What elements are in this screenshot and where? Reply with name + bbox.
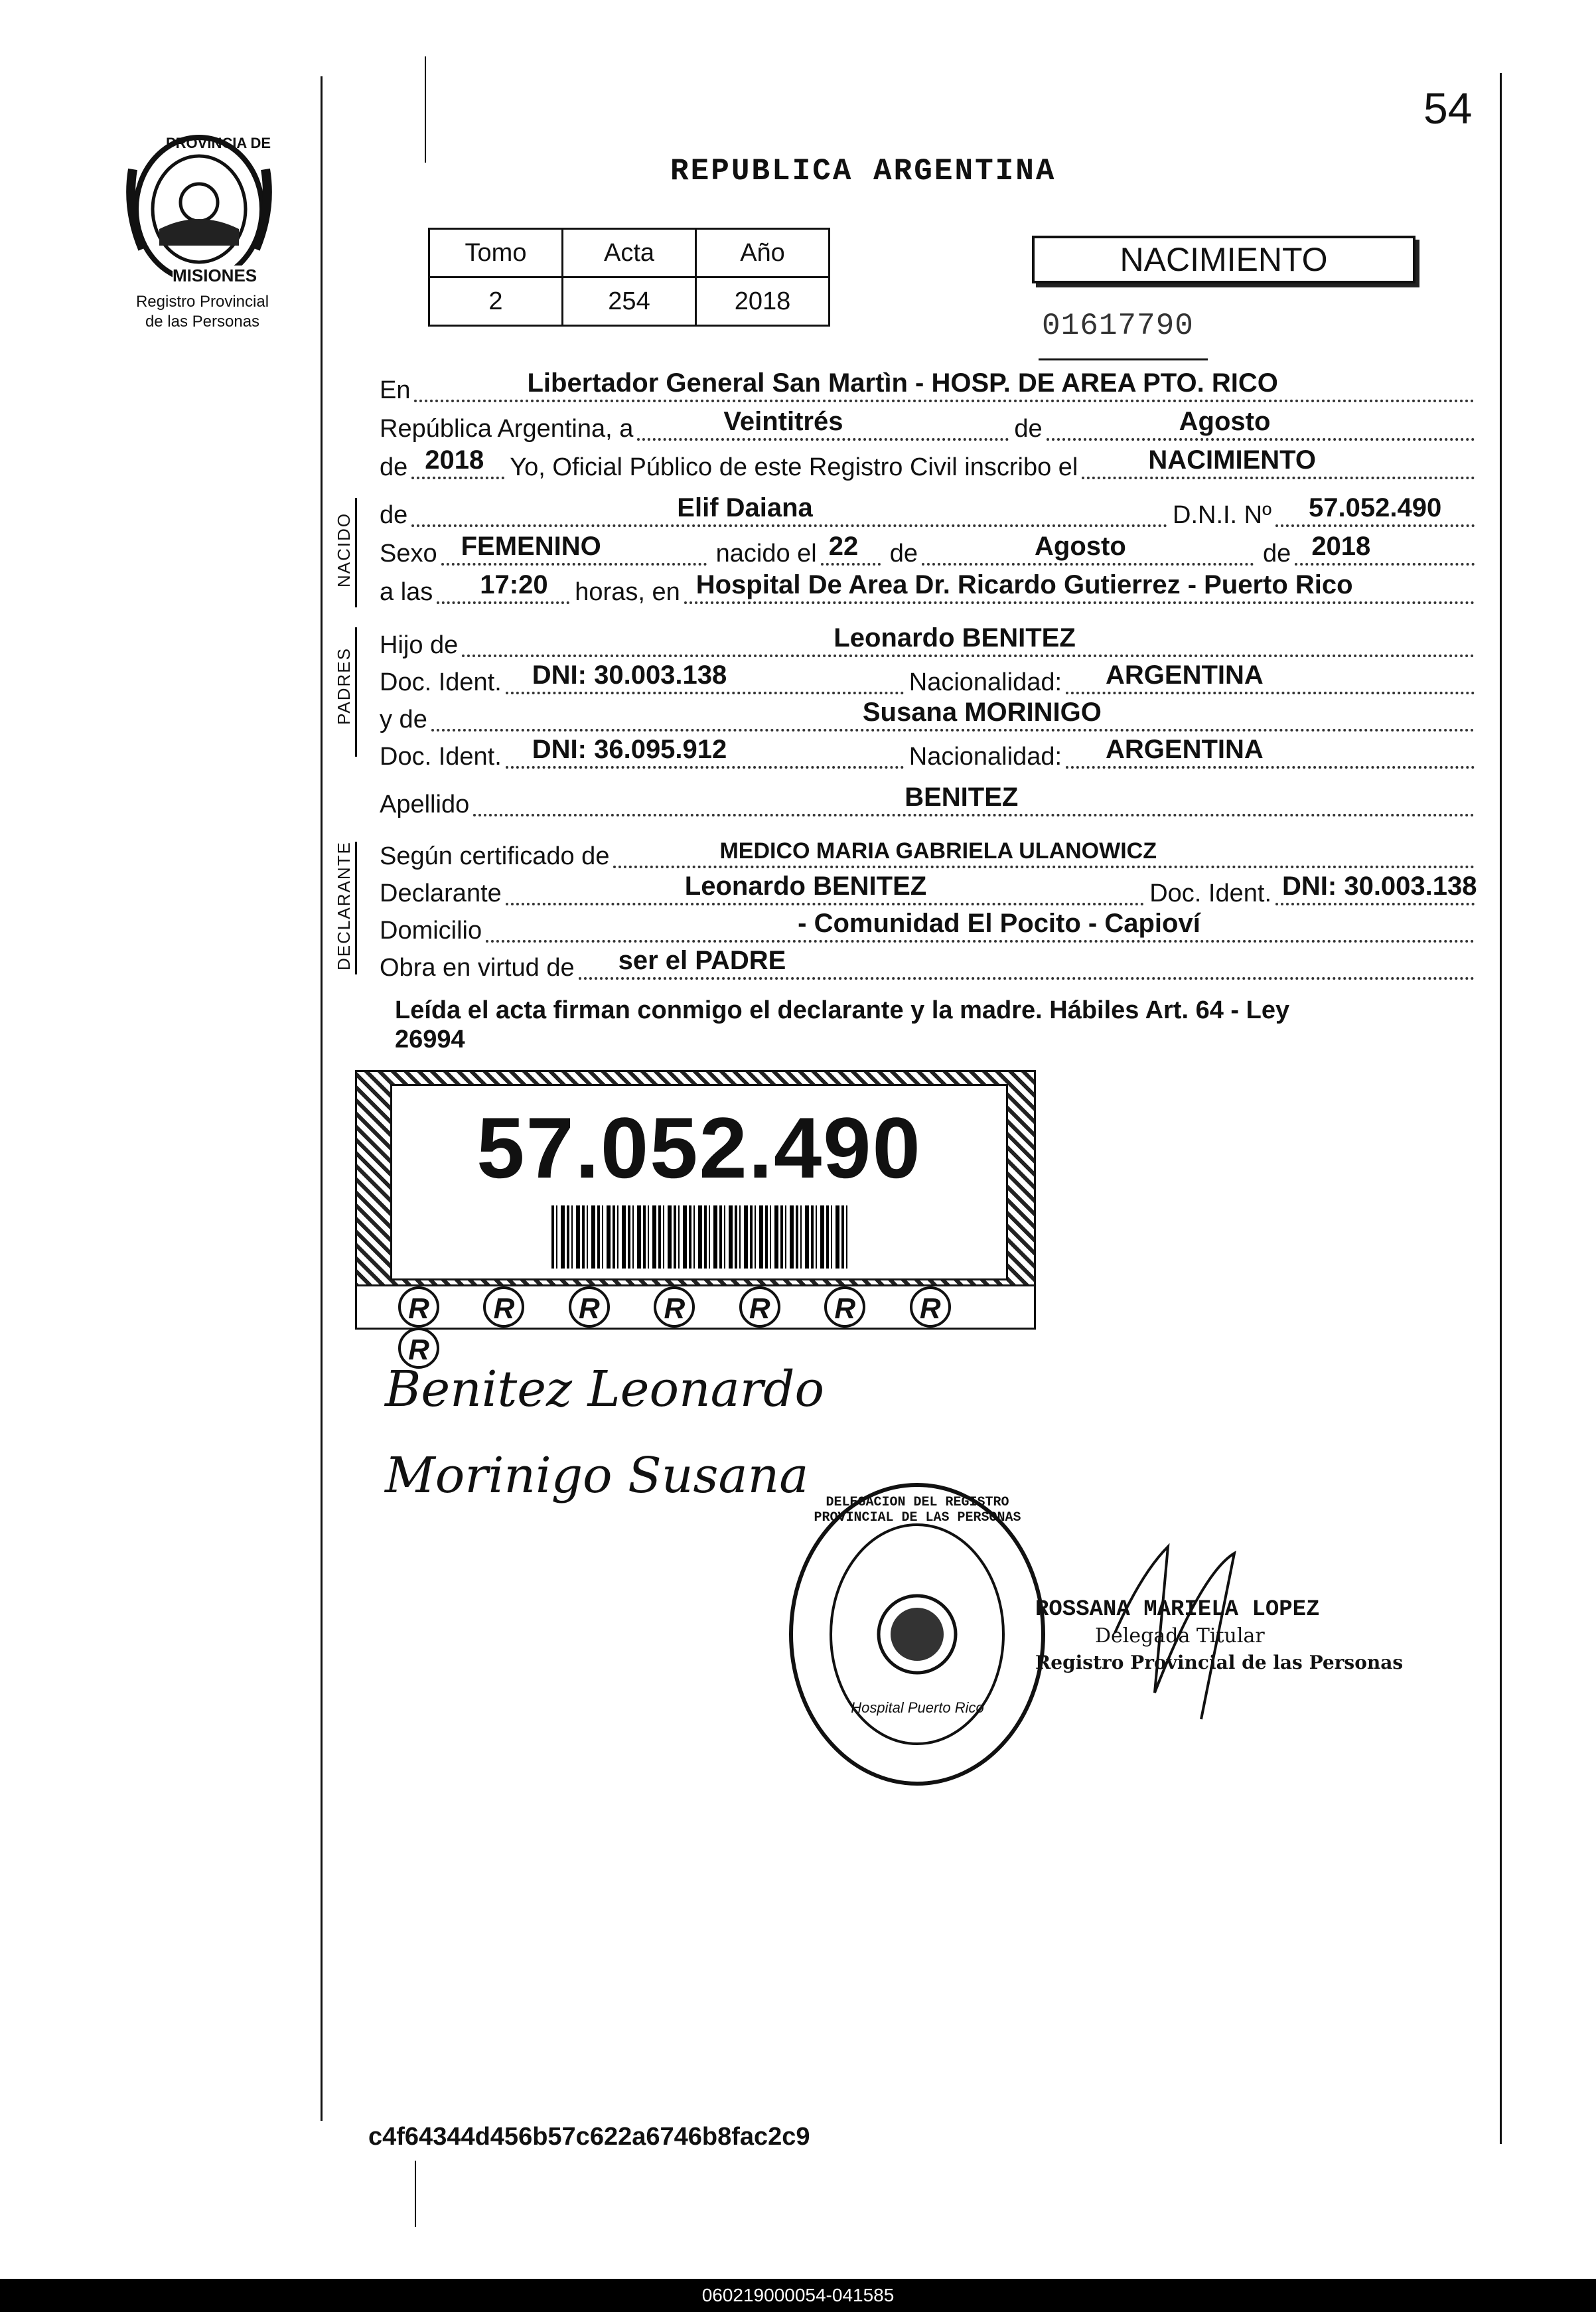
top-tick — [425, 56, 426, 163]
row-madre — [380, 698, 1475, 734]
label-declarante: Declarante — [380, 880, 502, 907]
value-certificado: MEDICO MARIA GABRIELA ULANOWICZ — [719, 838, 1157, 864]
band-mark: R — [569, 1286, 610, 1328]
closing-statement — [395, 996, 1490, 1054]
logo-caption — [116, 292, 289, 332]
logo-text-bottom: MISIONES — [173, 266, 257, 285]
label-doc-madre: Doc. Ident. — [380, 743, 502, 771]
province-logo — [119, 129, 279, 292]
band-mark: R — [910, 1286, 951, 1328]
value-declarante-doc: DNI: 30.003.138 — [1282, 872, 1477, 901]
right-margin-rule — [1500, 73, 1502, 2144]
logo-caption-line2: de las Personas — [145, 313, 260, 331]
value-lugar-inscripcion: Libertador General San Martìn - HOSP. DE AREA PTO. RICO — [527, 368, 1278, 398]
value-madre-nac: ARGENTINA — [1106, 735, 1264, 764]
label-de4: de — [889, 540, 918, 568]
row-en — [380, 368, 1475, 405]
band-mark: R — [483, 1286, 524, 1328]
record-type-box: NACIMIENTO — [1032, 236, 1415, 283]
dni-sticker — [355, 1070, 1036, 1366]
row-certificado — [380, 838, 1475, 871]
signature-declarante: Benitez Leonardo — [385, 1361, 825, 1418]
row-madre-doc — [380, 735, 1475, 771]
dni-sticker-inner — [390, 1084, 1008, 1280]
value-padre-nac: ARGENTINA — [1106, 660, 1264, 690]
row-obra — [380, 946, 1475, 982]
band-mark: R — [739, 1286, 780, 1328]
row-domicilio — [380, 909, 1475, 945]
side-label-declarante: DECLARANTE — [334, 841, 354, 970]
document-hash: c4f64344d456b57c622a6746b8fac2c9 — [368, 2123, 810, 2151]
side-label-padres: PADRES — [334, 647, 354, 725]
logo-text-top: PROVINCIA DE — [166, 135, 271, 151]
row-hijo — [380, 623, 1475, 660]
seal-outer-text: DELEGACION DEL REGISTRO PROVINCIAL DE LAS PERSONAS — [814, 1495, 1021, 1525]
label-nac-madre: Nacionalidad: — [908, 743, 1062, 771]
row-apellido — [380, 783, 1475, 819]
value-hora: 17:20 — [480, 570, 548, 599]
label-de3: de — [380, 501, 408, 529]
band-mark: R — [824, 1286, 865, 1328]
header-anio: Año — [696, 229, 830, 277]
label-domicilio: Domicilio — [380, 917, 482, 945]
page-number: 54 — [1423, 84, 1473, 133]
closing-line1: Leída el acta firman conmigo el declarante y la madre. Hábiles Art. 64 - Ley — [395, 996, 1290, 1024]
label-dni: D.N.I. Nº — [1173, 501, 1271, 529]
value-acta: 254 — [563, 277, 696, 326]
row-hora — [380, 570, 1475, 607]
value-madre-doc: DNI: 36.095.912 — [532, 735, 727, 764]
bottom-tick — [415, 2161, 416, 2227]
label-oficial: Yo, Oficial Público de este Registro Civil inscribo el — [510, 453, 1078, 481]
label-obra: Obra en virtud de — [380, 954, 575, 982]
footer-bar — [0, 2279, 1596, 2312]
row-fecha — [380, 407, 1475, 443]
dni-sticker-band — [357, 1284, 1034, 1366]
serial-number: 01617790 — [1042, 309, 1194, 343]
label-nac-padre: Nacionalidad: — [908, 668, 1062, 696]
value-declarante: Leonardo BENITEZ — [684, 872, 927, 901]
band-mark: R — [398, 1328, 439, 1369]
value-madre: Susana MORINIGO — [862, 698, 1102, 727]
label-republica: República Argentina, a — [380, 415, 634, 443]
signature-madre: Morinigo Susana — [385, 1447, 809, 1504]
label-segun: Según certificado de — [380, 842, 610, 870]
signer-office: Registro Provincial de las Personas — [1035, 1652, 1404, 1673]
row-padre-doc — [380, 660, 1475, 697]
value-inscribo: NACIMIENTO — [1148, 445, 1316, 475]
value-apellido: BENITEZ — [905, 783, 1019, 812]
row-nombre — [380, 493, 1475, 530]
bracket-declarante — [355, 842, 357, 974]
value-nac-dia: 22 — [828, 532, 859, 561]
value-nac-mes: Agosto — [1035, 532, 1126, 561]
barcode-icon — [551, 1205, 850, 1269]
label-hijo: Hijo de — [380, 631, 459, 659]
value-anio: 2018 — [696, 277, 830, 326]
band-mark: R — [654, 1286, 695, 1328]
band-mark: R — [398, 1286, 439, 1328]
value-nombre: Elif Daiana — [677, 493, 813, 522]
label-de5: de — [1263, 540, 1291, 568]
label-declarante-doc: Doc. Ident. — [1149, 880, 1271, 907]
value-padre: Leonardo BENITEZ — [834, 623, 1076, 653]
value-dni: 57.052.490 — [1309, 493, 1442, 522]
header-acta: Acta — [563, 229, 696, 277]
official-seal — [786, 1480, 1049, 1789]
value-dia: Veintitrés — [723, 407, 843, 436]
value-sexo: FEMENINO — [461, 532, 601, 561]
label-horas-en: horas, en — [575, 578, 680, 606]
bracket-nacido — [355, 498, 357, 607]
label-de: de — [1014, 415, 1043, 443]
seal-inner-text: Hospital Puerto Rico — [851, 1699, 984, 1716]
value-anio-inscripcion: 2018 — [425, 445, 484, 475]
label-a-las: a las — [380, 578, 433, 606]
label-yde: y de — [380, 706, 427, 733]
dni-sticker-number: 57.052.490 — [476, 1099, 922, 1196]
footer-code: 060219000054-041585 — [701, 2285, 895, 2305]
value-padre-doc: DNI: 30.003.138 — [532, 660, 727, 690]
label-apellido: Apellido — [380, 791, 470, 818]
logo-caption-line1: Registro Provincial — [135, 293, 269, 311]
label-nacido: nacido el — [715, 540, 817, 568]
label-de2: de — [380, 453, 408, 481]
row-declarante — [380, 872, 1477, 908]
closing-line2: 26994 — [395, 1026, 465, 1053]
serial-underline — [1039, 358, 1208, 360]
value-nac-anio: 2018 — [1311, 532, 1371, 561]
signer-role: Delegada Titular — [1095, 1624, 1265, 1648]
label-en: En — [380, 376, 411, 404]
value-obra: ser el PADRE — [618, 946, 786, 975]
label-doc-padre: Doc. Ident. — [380, 668, 502, 696]
value-domicilio: - Comunidad El Pocito - Capioví — [798, 909, 1200, 938]
left-margin-rule — [321, 76, 323, 2121]
label-sexo: Sexo — [380, 540, 437, 568]
signer-name: ROSSANA MARIELA LOPEZ — [1035, 1597, 1320, 1622]
country-title: REPUBLICA ARGENTINA — [670, 154, 1056, 189]
value-tomo: 2 — [429, 277, 563, 326]
value-lugar-nacimiento: Hospital De Area Dr. Ricardo Gutierrez - Puerto Rico — [695, 570, 1353, 599]
bracket-padres — [355, 627, 357, 757]
signer-block — [1035, 1596, 1500, 1676]
seal-icon — [786, 1480, 1049, 1789]
value-mes: Agosto — [1179, 407, 1271, 436]
registry-table — [428, 228, 830, 327]
row-sexo — [380, 532, 1475, 568]
header-tomo: Tomo — [429, 229, 563, 277]
side-label-nacido: NACIDO — [334, 512, 354, 587]
row-anio-inscribo — [380, 445, 1475, 482]
